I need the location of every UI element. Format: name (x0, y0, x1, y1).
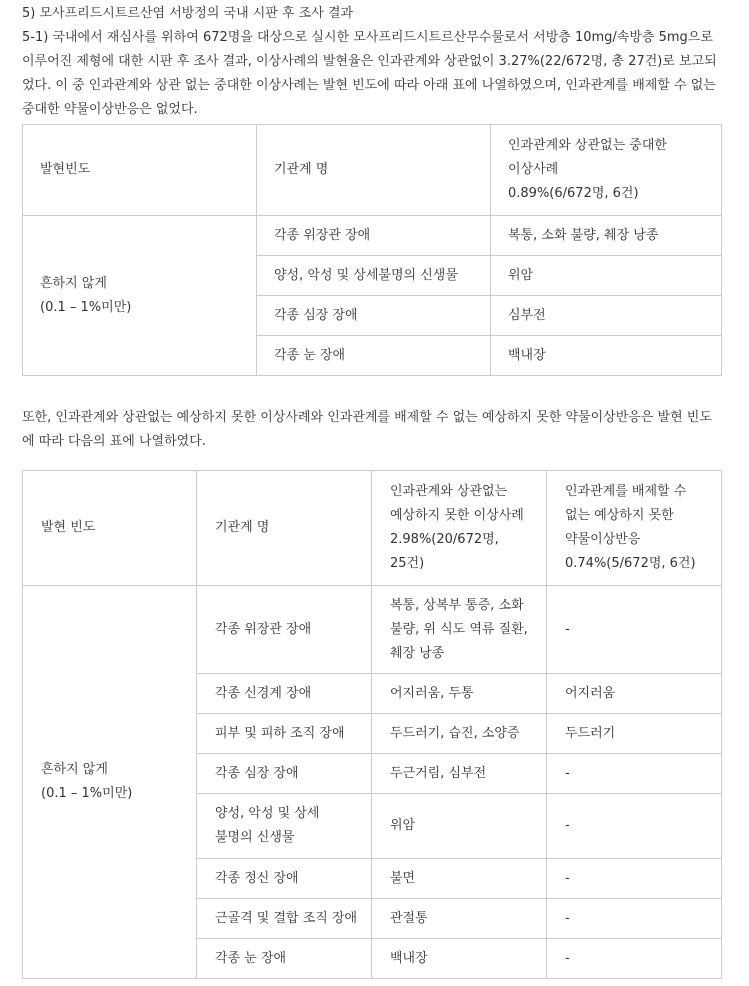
event-cell: 어지러움, 두통 (372, 674, 547, 714)
event-cell: 심부전 (491, 296, 722, 336)
organ-cell: 각종 심장 장애 (257, 296, 491, 336)
event-cell: 백내장 (491, 336, 722, 376)
table2-intro-paragraph: 또한, 인과관계와 상관없는 예상하지 못한 이상사례와 인과관계를 배제할 수 없는 예상하지 못한 약물이상반응은 발현 빈도에 따라 다음의 표에 나열하였다. (22, 410, 712, 449)
organ-cell: 근골격 및 결합 조직 장애 (197, 899, 372, 939)
event-cell: 복통, 소화 불량, 췌장 낭종 (491, 216, 722, 256)
frequency-group-cell (23, 586, 197, 979)
table-header-row (23, 471, 722, 586)
table-header-row (23, 125, 722, 216)
organ-cell: 각종 눈 장애 (257, 336, 491, 376)
frequency-group-cell (23, 216, 257, 376)
header-serious-events-title: 인과관계와 상관없는 중대한 이상사례 (508, 138, 667, 177)
serious-adverse-events-table (22, 124, 722, 376)
event-cell: 두근거림, 심부전 (372, 754, 547, 794)
adr-cell: - (547, 939, 722, 979)
event-cell: 위암 (372, 794, 547, 859)
unexpected-adverse-events-table (22, 470, 722, 979)
organ-cell: 각종 위장관 장애 (197, 586, 372, 674)
frequency-label: 흔하지 않게 (40, 275, 107, 291)
organ-cell: 각종 신경계 장애 (197, 674, 372, 714)
organ-cell: 피부 및 피하 조직 장애 (197, 714, 372, 754)
event-cell: 두드러기, 습진, 소양증 (372, 714, 547, 754)
adr-cell: - (547, 899, 722, 939)
adr-cell: - (547, 586, 722, 674)
section-heading: 5) 모사프리드시트르산염 서방정의 국내 시판 후 조사 결과 (22, 6, 354, 21)
frequency-range: (0.1 – 1%미만) (41, 786, 133, 801)
organ-cell: 양성, 악성 및 상세 불명의 신생물 (197, 794, 372, 859)
adr-cell: - (547, 859, 722, 899)
adr-cell: 어지러움 (547, 674, 722, 714)
header-serious-events-rate: 0.89%(6/672명, 6건) (508, 186, 639, 201)
header-unexpected-events-rate: 2.98%(20/672명, 25건) (390, 532, 499, 571)
event-cell: 백내장 (372, 939, 547, 979)
adr-cell: - (547, 754, 722, 794)
header-frequency: 발현 빈도 (23, 471, 197, 586)
organ-cell: 각종 눈 장애 (197, 939, 372, 979)
event-cell: 복통, 상복부 통증, 소화 불량, 위 식도 역류 질환, 췌장 낭종 (372, 586, 547, 674)
intro-paragraph: 5-1) 국내에서 재심사를 위하여 672명을 대상으로 실시한 모사프리드시트르산무수물로서 서방층 10mg/속방층 5mg으로 이루어진 제형에 대한 시판 후 조사 결과, 이상사례의 발현율은 인과관계와 상관없이 3.27%(22/672명, 총 27건)로 보고되었다. 이 중 인과관계와 상관 없는 중대한 이상사례는 발현 빈도에 따라 아래 표에 나열하였으며, 인과관계를 배제할 수 없는 중대한 약물이상반응은 없었다. (22, 30, 717, 117)
header-unexpected-adr (547, 471, 722, 586)
organ-cell: 각종 위장관 장애 (257, 216, 491, 256)
organ-cell: 각종 심장 장애 (197, 754, 372, 794)
header-serious-events (491, 125, 722, 216)
frequency-range: (0.1 – 1%미만) (40, 299, 132, 315)
event-cell: 관절통 (372, 899, 547, 939)
event-cell: 불면 (372, 859, 547, 899)
organ-cell: 각종 정신 장애 (197, 859, 372, 899)
header-organ-class: 기관계 명 (197, 471, 372, 586)
header-unexpected-adr-rate: 0.74%(5/672명, 6건) (565, 556, 696, 571)
header-organ-class: 기관계 명 (257, 125, 491, 216)
header-frequency: 발현빈도 (23, 125, 257, 216)
event-cell: 위암 (491, 256, 722, 296)
adr-cell: - (547, 794, 722, 859)
table-row (23, 216, 722, 256)
header-unexpected-events-title: 인과관계와 상관없는 예상하지 못한 이상사례 (390, 484, 524, 523)
table-row (23, 586, 722, 674)
header-unexpected-events (372, 471, 547, 586)
frequency-label: 흔하지 않게 (41, 762, 108, 777)
organ-cell: 양성, 악성 및 상세불명의 신생물 (257, 256, 491, 296)
header-unexpected-adr-title: 인과관계를 배제할 수 없는 예상하지 못한 약물이상반응 (565, 484, 687, 547)
intro-section (22, 2, 724, 122)
adr-cell: 두드러기 (547, 714, 722, 754)
